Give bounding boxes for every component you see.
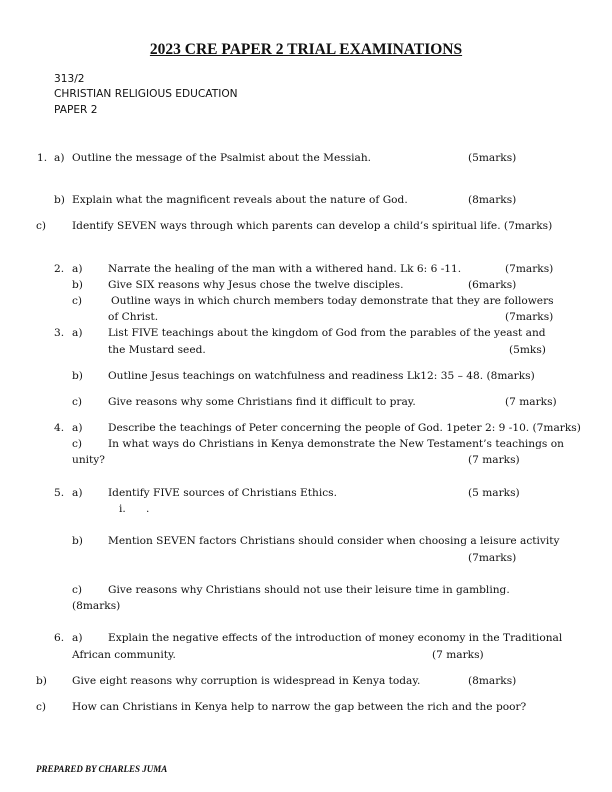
- q4c-text-line1: In what ways do Christians in Kenya demonstrate the New Testament’s teachings on: [108, 438, 564, 450]
- q4c-marks: (7 marks): [468, 454, 520, 466]
- q5b-label: b): [72, 535, 83, 547]
- q6a-text-line1: Explain the negative effects of the introduction of money economy in the Traditional: [108, 632, 563, 644]
- q3c-marks: (7 marks): [505, 396, 557, 408]
- q1a-marks: (5marks): [468, 152, 517, 164]
- q6a-label: a): [72, 632, 83, 644]
- q6b-label: b): [36, 675, 47, 687]
- q1a-label: a): [54, 152, 65, 164]
- q5a-marks: (5 marks): [468, 487, 520, 499]
- subject-name: CHRISTIAN RELIGIOUS EDUCATION: [54, 88, 238, 100]
- q2-number: 2.: [54, 263, 65, 275]
- q1b-text: Explain what the magnificent reveals about the nature of God.: [72, 194, 408, 206]
- q1c-label: c): [36, 220, 47, 232]
- q3-number: 3.: [54, 327, 65, 339]
- q3c-label: c): [72, 396, 83, 408]
- page-title: 2023 CRE PAPER 2 TRIAL EXAMINATIONS: [149, 41, 463, 58]
- q5a-text: Identify FIVE sources of Christians Ethics.: [108, 487, 337, 499]
- q3a-text-line2: the Mustard seed.: [108, 344, 206, 356]
- q4c-text-line2: unity?: [72, 454, 105, 466]
- q2a-label: a): [72, 263, 83, 275]
- q2b-text: Give SIX reasons why Jesus chose the twelve disciples.: [108, 279, 404, 291]
- q2a-marks: (7marks): [505, 263, 554, 275]
- q2a-text: Narrate the healing of the man with a withered hand. Lk 6: 6 -11.: [108, 263, 462, 275]
- q5b-text: Mention SEVEN factors Christians should consider when choosing a leisure activity: [108, 535, 560, 547]
- q1b-marks: (8marks): [468, 194, 517, 206]
- q2c-label: c): [72, 295, 83, 307]
- q3a-marks: (5mks): [509, 344, 546, 356]
- q3a-label: a): [72, 327, 83, 339]
- q2c-text-line1: Outline ways in which church members today demonstrate that they are followers: [111, 295, 554, 307]
- q4c-label: c): [72, 438, 83, 450]
- q6c-text: How can Christians in Kenya help to narrow the gap between the rich and the poor?: [72, 701, 527, 713]
- q2b-marks: (6marks): [468, 279, 517, 291]
- q5b-marks: (7marks): [468, 552, 517, 564]
- q5c-label: c): [72, 584, 83, 596]
- q6b-text: Give eight reasons why corruption is widespread in Kenya today.: [72, 675, 421, 687]
- q3b-text: Outline Jesus teachings on watchfulness and readiness Lk12: 35 – 48. (8marks): [108, 370, 535, 382]
- paper-code: 313/2: [54, 73, 85, 85]
- q1c-text: Identify SEVEN ways through which parents can develop a child’s spiritual life. (7marks): [72, 220, 553, 232]
- q5c-text: Give reasons why Christians should not use their leisure time in gambling.: [108, 584, 510, 596]
- q4-number: 4.: [54, 422, 65, 434]
- q1a-text: Outline the message of the Psalmist about the Messiah.: [72, 152, 372, 164]
- q1b-label: b): [54, 194, 65, 206]
- paper-number: PAPER 2: [54, 104, 98, 116]
- q6c-label: c): [36, 701, 47, 713]
- q3b-label: b): [72, 370, 83, 382]
- q3a-text-line1: List FIVE teachings about the kingdom of God from the parables of the yeast and: [108, 327, 546, 339]
- q5a-label: a): [72, 487, 83, 499]
- q2b-label: b): [72, 279, 83, 291]
- q3c-text: Give reasons why some Christians find it difficult to pray.: [108, 396, 416, 408]
- q6-number: 6.: [54, 632, 65, 644]
- q2c-text-line2: of Christ.: [108, 311, 159, 323]
- q5c-marks: (8marks): [72, 600, 121, 612]
- q4a-text: Describe the teachings of Peter concerning the people of God. 1peter 2: 9 -10. (7marks): [108, 422, 581, 434]
- q6a-text-line2: African community.: [72, 649, 176, 661]
- q2c-marks: (7marks): [505, 311, 554, 323]
- q5-number: 5.: [54, 487, 65, 499]
- q6a-marks: (7 marks): [432, 649, 484, 661]
- q5-stray-numbering: i. .: [119, 503, 150, 515]
- prepared-by-footer: PREPARED BY CHARLES JUMA: [36, 764, 168, 774]
- q4a-label: a): [72, 422, 83, 434]
- q6b-marks: (8marks): [468, 675, 517, 687]
- q1-number: 1.: [37, 152, 48, 164]
